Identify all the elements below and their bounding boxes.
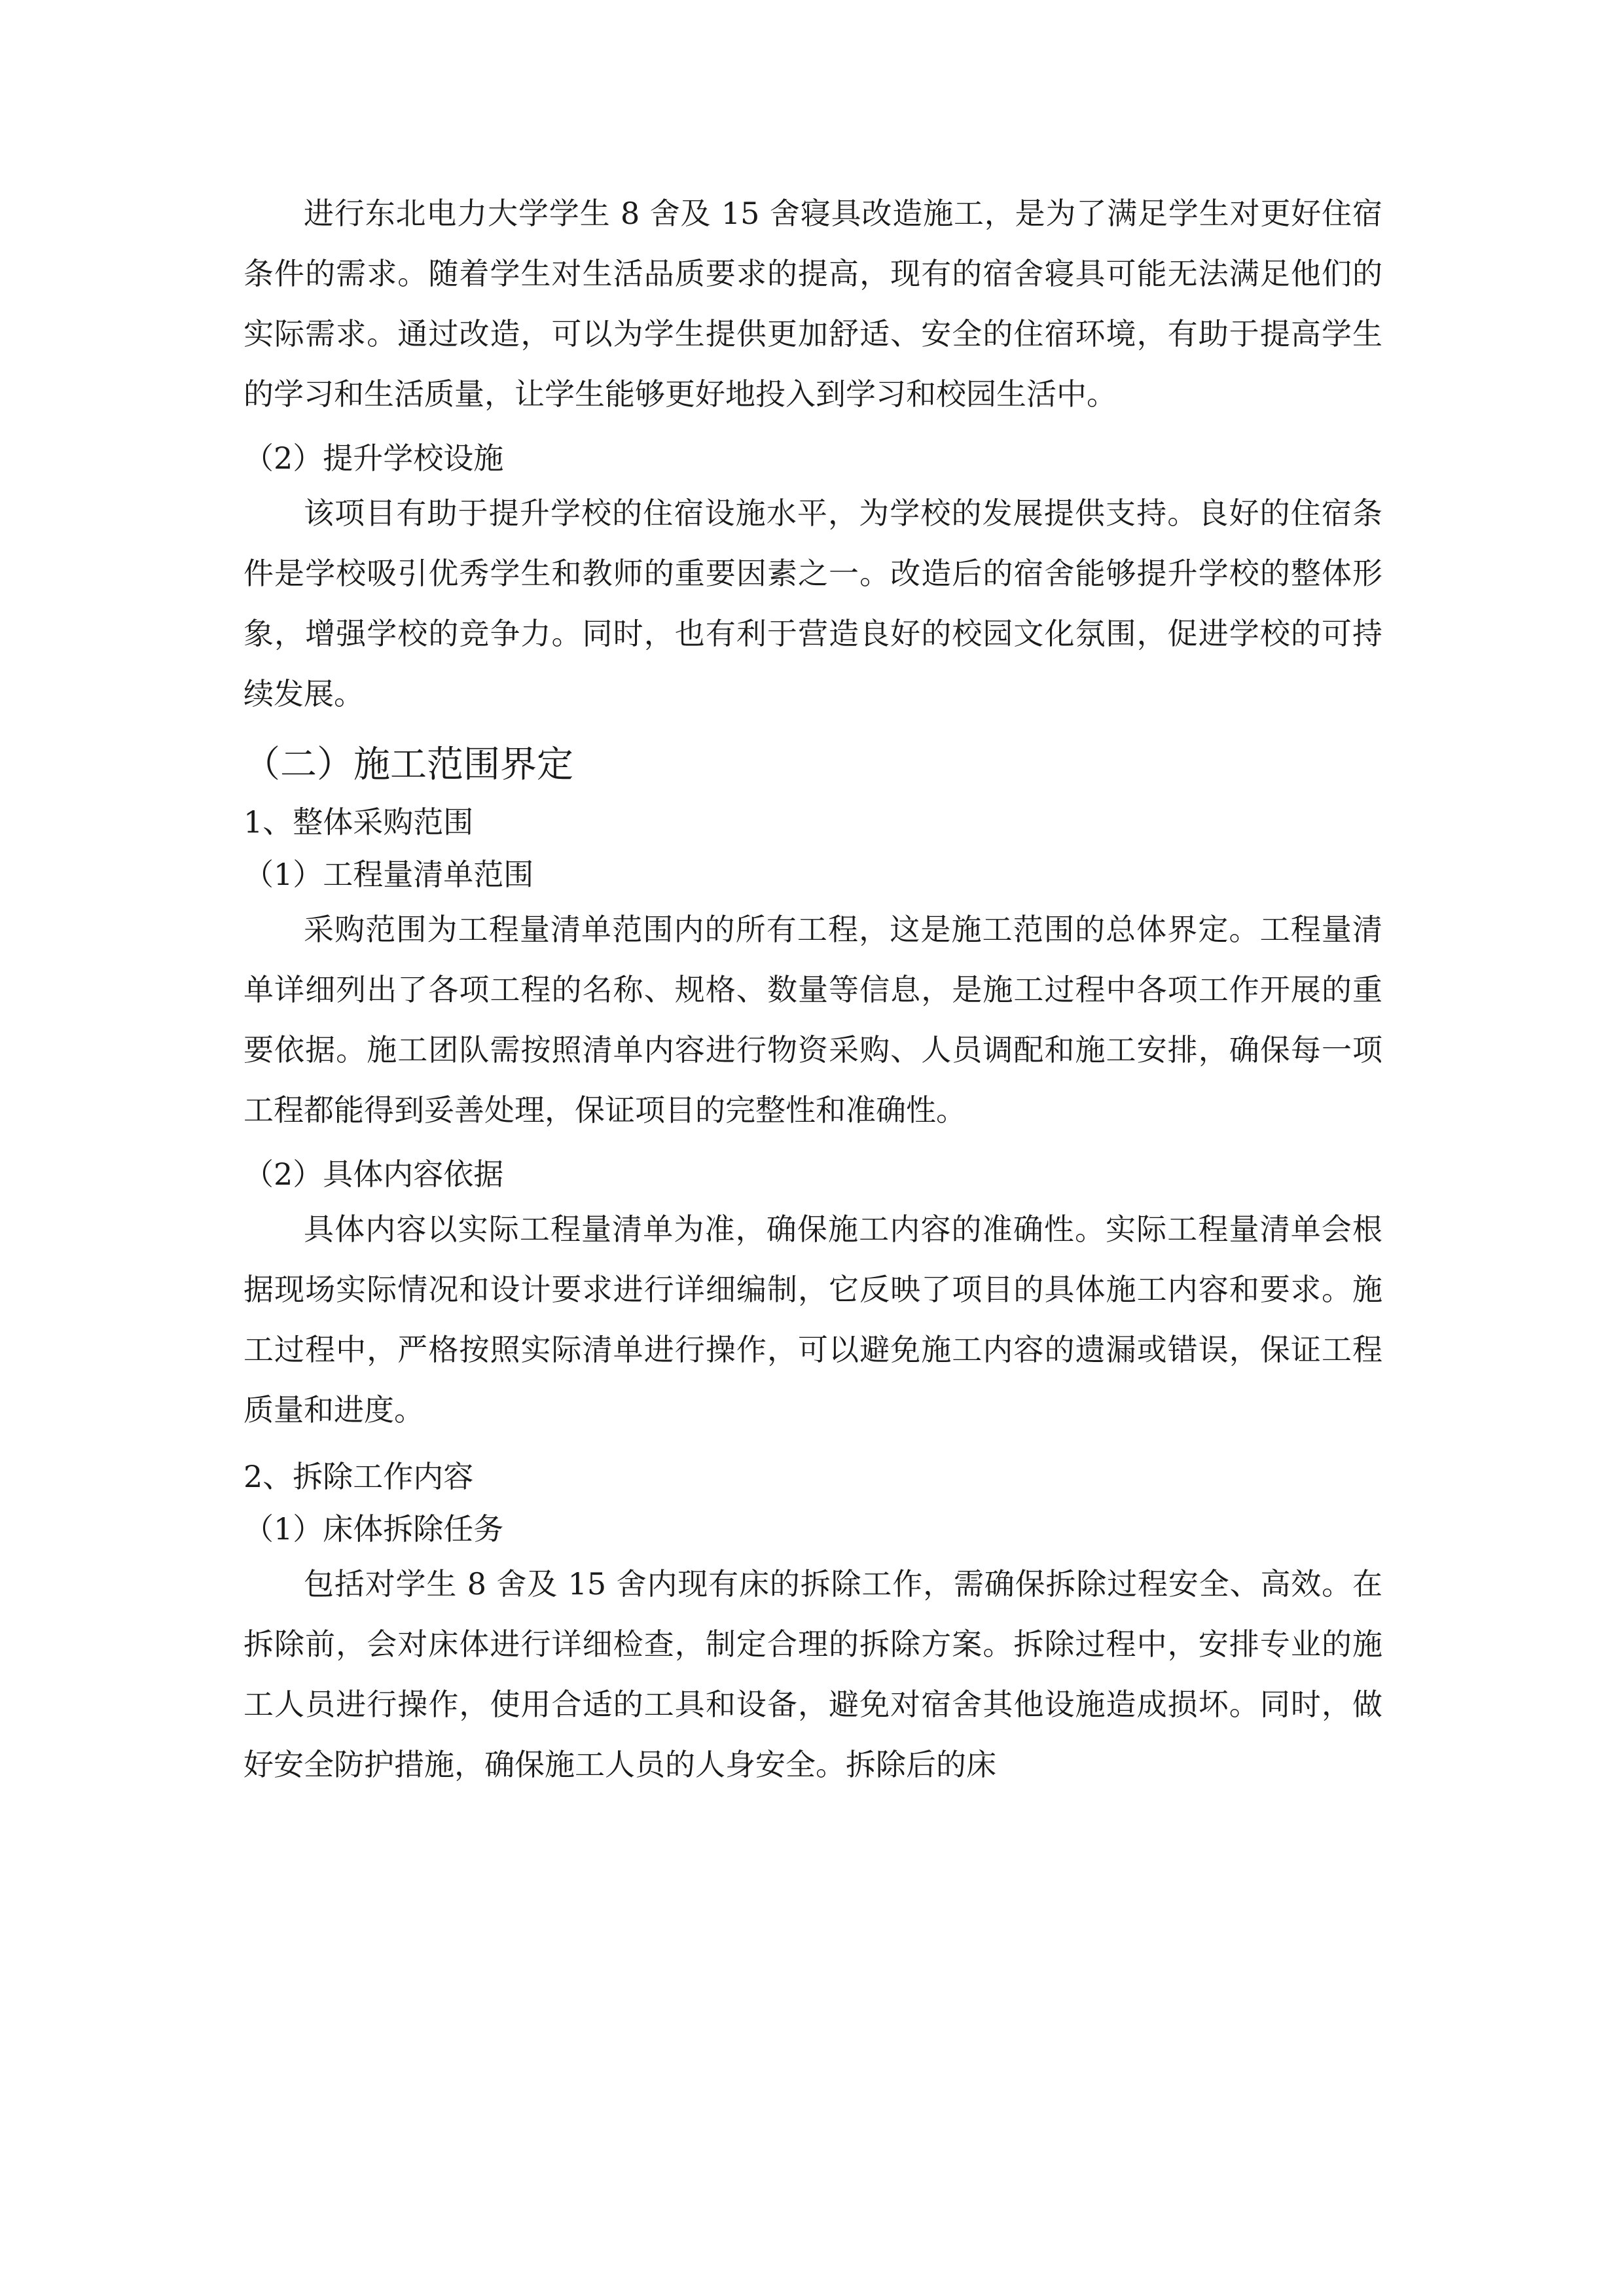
paragraph-bed-demolition: 包括对学生 8 舍及 15 舍内现有床的拆除工作，需确保拆除过程安全、高效。在拆除前，会对床体进行详细检查，制定合理的拆除方案。拆除过程中，安排专业的施工人员进行操作，使用合适的工具和设备，避免对宿舍其他设施造成损坏。同时，做好安全防护措施，确保施工人员的人身安全。拆除后的床 xyxy=(244,1566,1382,1782)
subheading-bill-scope: （1）工程量清单范围 xyxy=(244,857,534,892)
subheading-bed-demolition: （1）床体拆除任务 xyxy=(244,1511,504,1547)
subheading-upgrade-facilities: （2）提升学校设施 xyxy=(244,440,504,476)
paragraph-bill-scope: 采购范围为工程量清单范围内的所有工程，这是施工范围的总体界定。工程量清单详细列出了各项工程的名称、规格、数量等信息，是施工过程中各项工作开展的重要依据。施工团队需按照清单内容进行物资采购、人员调配和施工安排，确保每一项工程都能得到妥善处理，保证项目的完整性和准确性。 xyxy=(244,912,1382,1128)
document-page xyxy=(244,183,1382,1795)
paragraph-purpose: 进行东北电力大学学生 8 舍及 15 舍寝具改造施工，是为了满足学生对更好住宿条件的需求。随着学生对生活品质要求的提高，现有的宿舍寝具可能无法满足他们的实际需求。通过改造，可以为学生提供更加舒适、安全的住宿环境，有助于提高学生的学习和生活质量，让学生能够更好地投入到学习和校园生活中。 xyxy=(244,196,1382,412)
subheading-content-basis: （2）具体内容依据 xyxy=(244,1157,504,1192)
item-heading-demolition: 2、拆除工作内容 xyxy=(244,1459,474,1494)
paragraph-upgrade-facilities: 该项目有助于提升学校的住宿设施水平，为学校的发展提供支持。良好的住宿条件是学校吸引优秀学生和教师的重要因素之一。改造后的宿舍能够提升学校的整体形象，增强学校的竞争力。同时，也有利于营造良好的校园文化氛围，促进学校的可持续发展。 xyxy=(244,495,1382,711)
section-heading-scope: （二）施工范围界定 xyxy=(244,744,573,786)
paragraph-content-basis: 具体内容以实际工程量清单为准，确保施工内容的准确性。实际工程量清单会根据现场实际情况和设计要求进行详细编制，它反映了项目的具体施工内容和要求。施工过程中，严格按照实际清单进行操作，可以避免施工内容的遗漏或错误，保证工程质量和进度。 xyxy=(244,1211,1382,1427)
item-heading-procurement: 1、整体采购范围 xyxy=(244,804,474,840)
